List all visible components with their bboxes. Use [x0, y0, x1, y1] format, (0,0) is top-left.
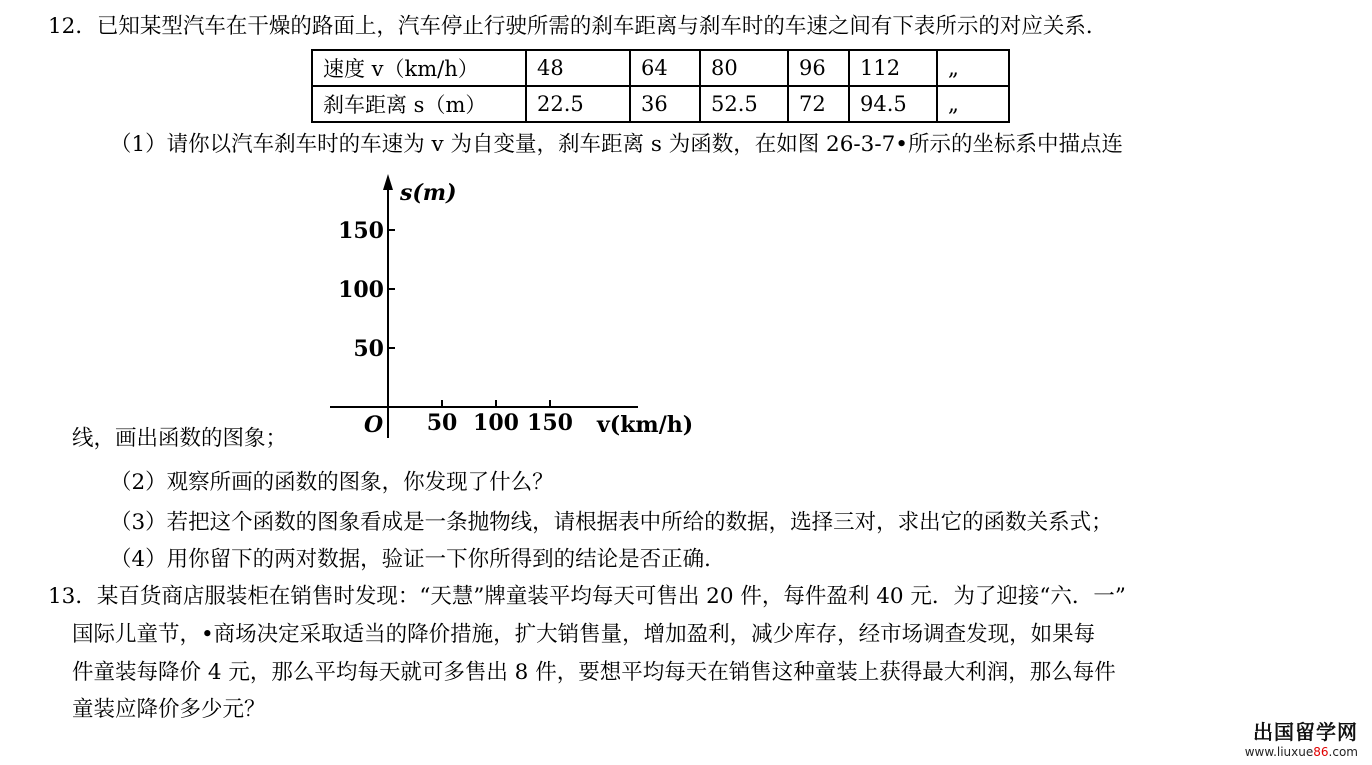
- table-cell: 72: [788, 86, 849, 122]
- q12-intro: 12．已知某型汽车在干燥的路面上，汽车停止行驶所需的刹车距离与刹车时的车速之间有下表所示的对应关系．: [48, 14, 1108, 39]
- q13-line1: 13．某百货商店服装柜在销售时发现：“天慧”牌童装平均每天可售出 20 件，每件盈利 40 元．为了迎接“六．一”: [48, 584, 1126, 609]
- coordinate-axes-chart: [320, 170, 740, 445]
- table-cell: „: [937, 50, 1009, 86]
- q12-part2: （2）观察所画的函数的图象，你发现了什么？: [110, 470, 554, 495]
- x-axis-label: v(km/h): [597, 412, 694, 438]
- site-watermark: [1245, 716, 1358, 759]
- y-tick-label: 100: [338, 277, 384, 303]
- table-cell: 94.5: [849, 86, 937, 122]
- y-axis-arrow: [383, 174, 393, 190]
- table-cell: 48: [526, 50, 630, 86]
- y-axis-label: s(m): [400, 180, 457, 206]
- q13-line3: 件童装每降价 4 元，那么平均每天就可多售出 8 件，要想平均每天在销售这种童装上获得最大利润，那么每件: [72, 660, 1116, 685]
- table-cell: 22.5: [526, 86, 630, 122]
- table-cell: 64: [630, 50, 700, 86]
- q12-part3: （3）若把这个函数的图象看成是一条抛物线，请根据表中所给的数据，选择三对，求出它的函数关系式；: [110, 510, 1113, 535]
- table-row-label: 速度 v（km/h）: [312, 50, 526, 86]
- x-tick-label: 150: [527, 410, 573, 436]
- table-cell: 112: [849, 50, 937, 86]
- table-cell: 52.5: [700, 86, 788, 122]
- y-tick-label: 50: [353, 336, 384, 362]
- watermark-url-highlight: 86: [1313, 745, 1329, 759]
- watermark-title: 出国留学网: [1253, 720, 1358, 744]
- table-row: [312, 86, 1009, 122]
- table-cell: „: [937, 86, 1009, 122]
- origin-label: O: [364, 412, 384, 438]
- q13-line4: 童装应降价多少元？: [72, 697, 266, 722]
- q12-part1-b: 线，画出函数的图象；: [72, 426, 288, 451]
- table-cell: 36: [630, 86, 700, 122]
- table-cell: 96: [788, 50, 849, 86]
- watermark-url-prefix: www.liuxue: [1244, 745, 1314, 759]
- q12-part1-a: （1）请你以汽车刹车时的车速为 v 为自变量，刹车距离 s 为函数，在如图 26-3-7•所示的坐标系中描点连: [110, 132, 1123, 157]
- x-tick-label: 50: [426, 410, 458, 436]
- watermark-url: [1245, 745, 1358, 759]
- q12-part4: （4）用你留下的两对数据，验证一下你所得到的结论是否正确．: [110, 547, 726, 572]
- speed-distance-table: [311, 49, 1010, 123]
- watermark-url-suffix: .com: [1328, 745, 1358, 759]
- x-tick-label: 100: [473, 410, 519, 436]
- y-tick-label: 150: [338, 218, 384, 244]
- table-cell: 80: [700, 50, 788, 86]
- table-row: [312, 50, 1009, 86]
- q13-line2: 国际儿童节，•商场决定采取适当的降价措施，扩大销售量，增加盈利，减少库存，经市场调查发现，如果每: [72, 622, 1096, 647]
- table-row-label: 刹车距离 s（m）: [312, 86, 526, 122]
